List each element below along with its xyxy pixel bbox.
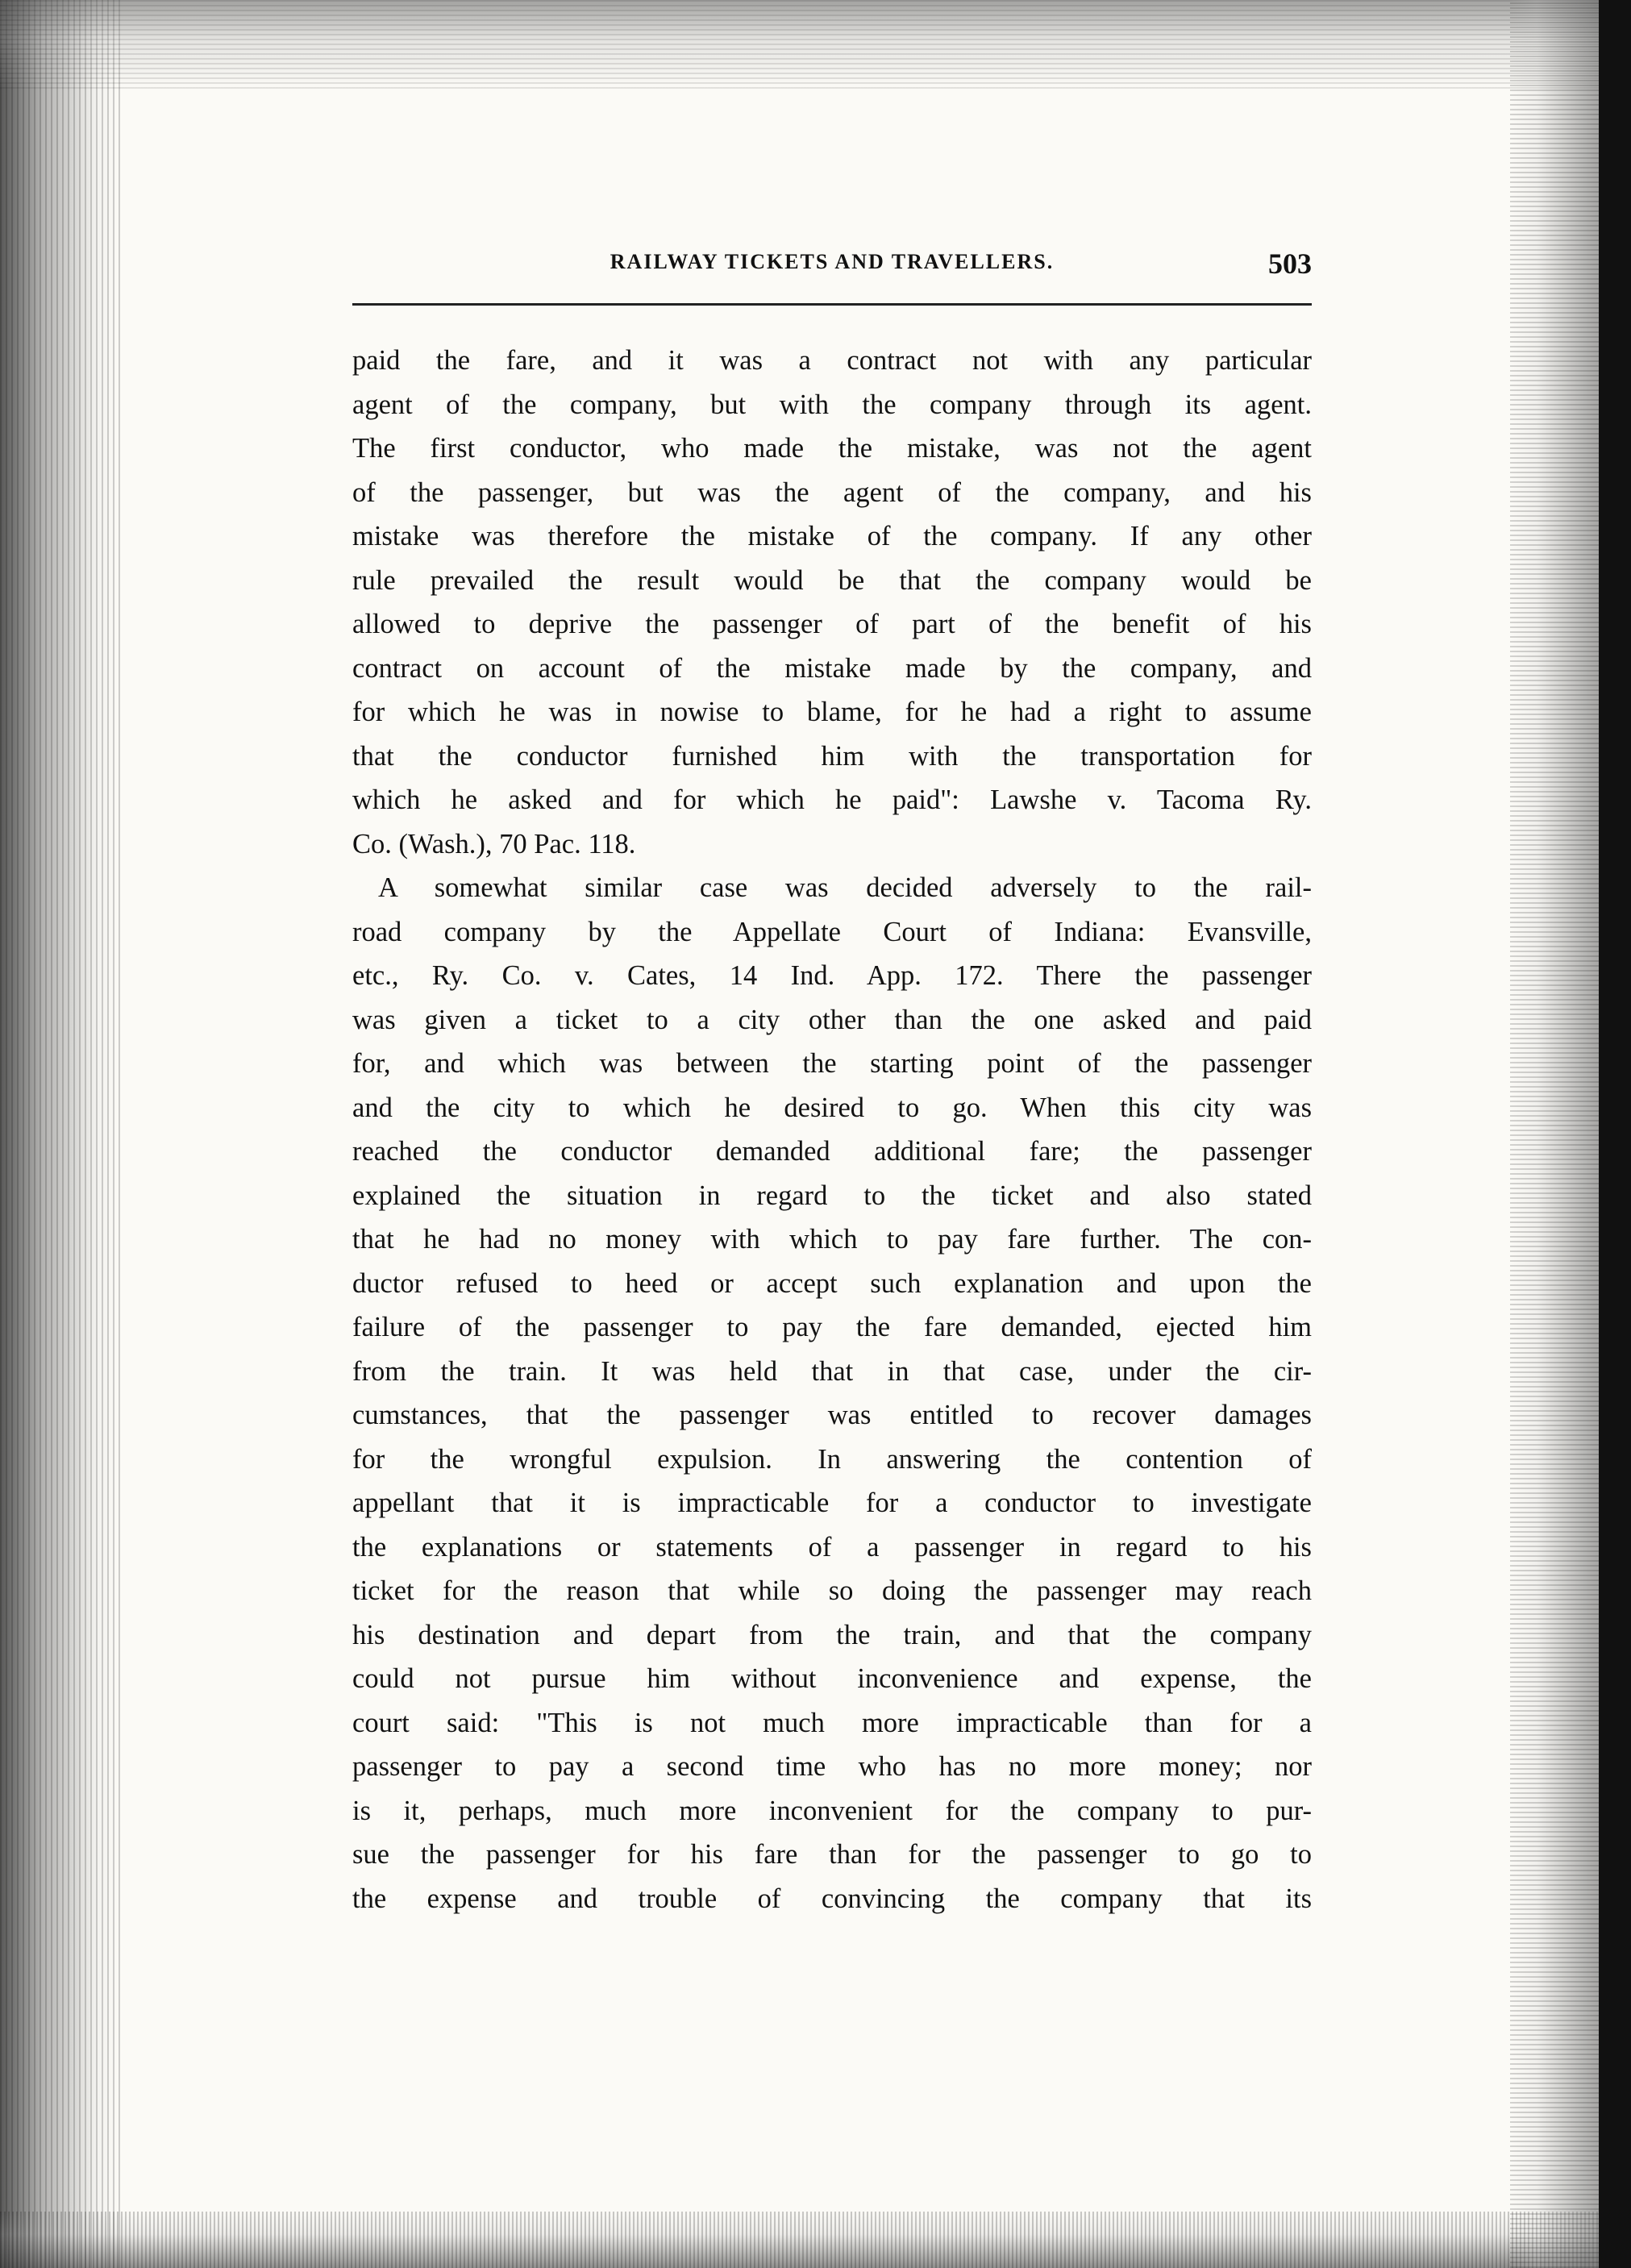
text-line: which he asked and for which he paid": Lawshe v. Tacoma Ry. xyxy=(352,784,1312,815)
scan-edge-bottom xyxy=(0,2212,1631,2268)
text-line: ductor refused to heed or accept such explanation and upon the xyxy=(352,1267,1312,1299)
header-rule xyxy=(352,303,1312,306)
scan-edge-right-bar xyxy=(1599,0,1631,2268)
text-line: of the passenger, but was the agent of the company, and his xyxy=(352,476,1312,508)
text-line: was given a ticket to a city other than the one asked and paid xyxy=(352,1004,1312,1035)
text-line: that the conductor furnished him with the transportation for xyxy=(352,740,1312,772)
text-line: the explanations or statements of a passenger in regard to his xyxy=(352,1531,1312,1563)
text-line: failure of the passenger to pay the fare demanded, ejected him xyxy=(352,1312,1312,1342)
text-line: is it, perhaps, much more inconvenient for the company to pur- xyxy=(352,1795,1312,1826)
text-line: contract on account of the mistake made by the company, and xyxy=(352,652,1312,684)
text-line: from the train. It was held that in that case, under the cir- xyxy=(352,1355,1312,1387)
text-line: court said: "This is not much more impracticable than for a xyxy=(352,1707,1312,1738)
text-line: that he had no money with which to pay fare further. The con- xyxy=(352,1224,1312,1255)
text-line: the expense and trouble of convincing the company that its xyxy=(352,1883,1312,1914)
text-line: explained the situation in regard to the ticket and also stated xyxy=(352,1180,1312,1211)
text-line: could not pursue him without inconvenience and expense, the xyxy=(352,1663,1312,1694)
text-line: paid the fare, and it was a contract not with any particular xyxy=(352,345,1312,376)
text-line: agent of the company, but with the company through its agent. xyxy=(352,389,1312,420)
text-line: passenger to pay a second time who has no more money; nor xyxy=(352,1751,1312,1782)
text-line: The first conductor, who made the mistake, was not the agent xyxy=(352,433,1312,464)
text-line: for the wrongful expulsion. In answering the contention of xyxy=(352,1443,1312,1475)
text-line: his destination and depart from the train, and that the company xyxy=(352,1619,1312,1650)
text-line: cumstances, that the passenger was entitled to recover damages xyxy=(352,1400,1312,1430)
text-line: for, and which was between the starting point of the passenger xyxy=(352,1048,1312,1079)
text-line: rule prevailed the result would be that the company would be xyxy=(352,564,1312,596)
text-line: mistake was therefore the mistake of the company. If any other xyxy=(352,521,1312,551)
paragraph-1 xyxy=(352,339,1312,866)
text-line: Co. (Wash.), 70 Pac. 118. xyxy=(352,828,636,859)
text-line: reached the conductor demanded additional fare; the passenger xyxy=(352,1136,1312,1167)
text-line: road company by the Appellate Court of Indiana: Evansville, xyxy=(352,916,1312,947)
text-line: appellant that it is impracticable for a conductor to investigate xyxy=(352,1488,1312,1518)
text-line: etc., Ry. Co. v. Cates, 14 Ind. App. 172. There the passenger xyxy=(352,960,1312,991)
scan-edge-top xyxy=(0,0,1631,89)
text-line: A somewhat similar case was decided adversely to the rail- xyxy=(378,872,1312,903)
text-line: sue the passenger for his fare than for the passenger to go to xyxy=(352,1839,1312,1870)
page-header xyxy=(352,247,1312,295)
text-line: for which he was in nowise to blame, for he had a right to assume xyxy=(352,697,1312,727)
text-line: and the city to which he desired to go. When this city was xyxy=(352,1092,1312,1123)
text-line: allowed to deprive the passenger of part of the benefit of his xyxy=(352,609,1312,639)
scan-edge-left xyxy=(0,0,121,2268)
scan-edge-right xyxy=(1510,0,1599,2268)
text-line: ticket for the reason that while so doing the passenger may reach xyxy=(352,1575,1312,1606)
page-number: 503 xyxy=(1268,248,1312,280)
body-text xyxy=(352,339,1312,1921)
paragraph-2 xyxy=(352,866,1312,1921)
running-head: RAILWAY TICKETS AND TRAVELLERS. xyxy=(610,250,1055,273)
